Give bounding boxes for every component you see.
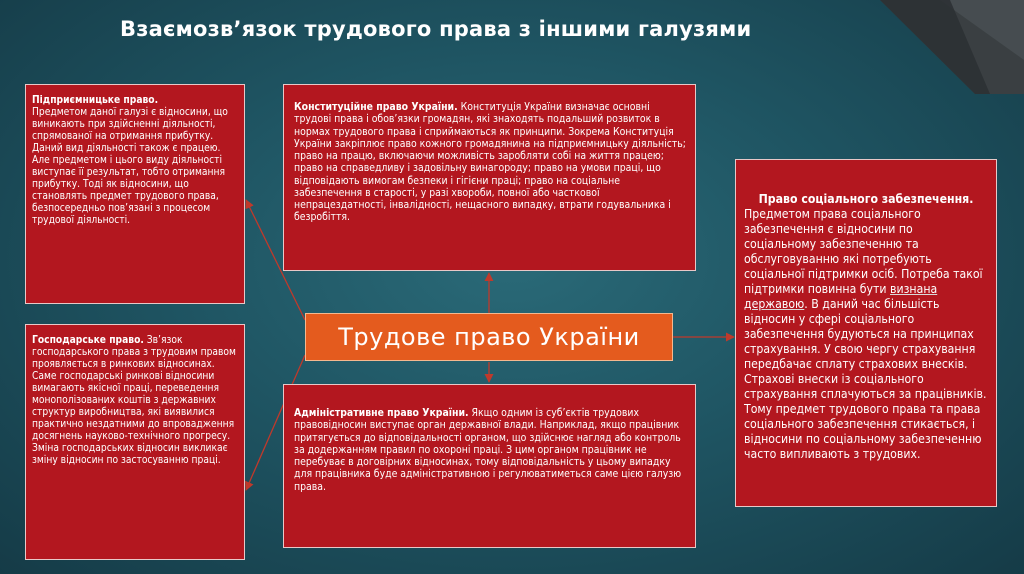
entrepreneurial-law-heading: Підприємницьке право. [32, 95, 159, 106]
page-title: Взаємозв’язок трудового права з іншими галузями [120, 17, 752, 41]
administrative-law-heading: Адміністративне право України. [294, 407, 469, 419]
constitutional-law-heading: Конституційне право України. [294, 101, 458, 113]
social-security-law-heading: Право соціального забезпечення. [758, 192, 974, 206]
constitutional-law-box [283, 84, 696, 271]
constitutional-law-text: Конституція України визначає основні трудові права і обов’язки громадян, які знаходять подальший розвиток в нормах трудового права і сприймаються як принципи. Зокрема Конституція України закріплює право кожного громадянина на підприємницьку діяльність; право на працю, включаючи можливість заробляти собі на життя працею; право на справедливу і задовільну винагороду; право на умови праці, що відповідають вимогам безпеки і гігієни праці; право на соціальне забезпечення в старості, у разі хвороби, повної або часткової непрацездатності, інвалідності, нещасного випадку, втрати годувальника і безробіття. [294, 101, 686, 224]
commercial-law-text: Зв’язок господарського права з трудовим правом проявляється в ринкових відносинах. Саме господарські ринкові відносини вимагають якісної праці, переведення монополізованих коштів з державних структур виробництва, які виявилися практично нездатними до впровадження досягнень науково-технічного прогресу. Зміна господарських відносин викликає зміну відносин по застосуванню праці. [32, 335, 236, 467]
administrative-law-text: Якщо одним із суб’єктів трудових правовідносин виступає орган державної влади. Наприклад, якщо працівник притягується до відповідальності органом, що здійснює нагляд або контроль за додержанням правил по охороні праці. З цим органом працівник не перебуває в договірних відносинах, тому відповідальність у цьому випадку для працівника буде адміністративною і регулюватиметься саме цією галузю права. [294, 407, 682, 493]
administrative-law-box [283, 384, 696, 548]
social-security-law-text-1: Предметом права соціального забезпечення є відносини по соціальному забезпеченню та обслуговуванню які потребують соціальної підтримки осіб. Потреба такої підтримки повинна бути [744, 207, 983, 296]
entrepreneurial-law-box [25, 84, 245, 304]
social-security-law-text-2: . В даний час більшість відносин у сфері соціального забезпечення будуються на принципах страхування. У свою чергу страхування передбачає сплату страхових внесків. Страхові внески із соціального страхування сплачуються за працівників. Тому предмет трудового права та права соціального забезпечення стикається, і відносини по соціальному забезпеченню часто випливають з трудових. [744, 297, 987, 461]
commercial-law-heading: Господарське право. [32, 335, 144, 346]
labor-law-center-node: Трудове право України [305, 313, 673, 361]
social-security-law-box [735, 159, 997, 507]
state-recognition-link[interactable]: визнана державою [744, 282, 938, 311]
commercial-law-box [25, 324, 245, 560]
entrepreneurial-law-text: Предметом даної галузі є відносини, що виникають при здійсненні діяльності, спрямованої на отримання прибутку. Даний вид діяльності також є працею. Але предметом і цього виду діяльності виступає її результат, тобто отримання прибутку. Тоді як відносини, що становлять предмет трудового права, безпосередньо пов’язані з процесом трудової діяльності. [32, 107, 228, 227]
